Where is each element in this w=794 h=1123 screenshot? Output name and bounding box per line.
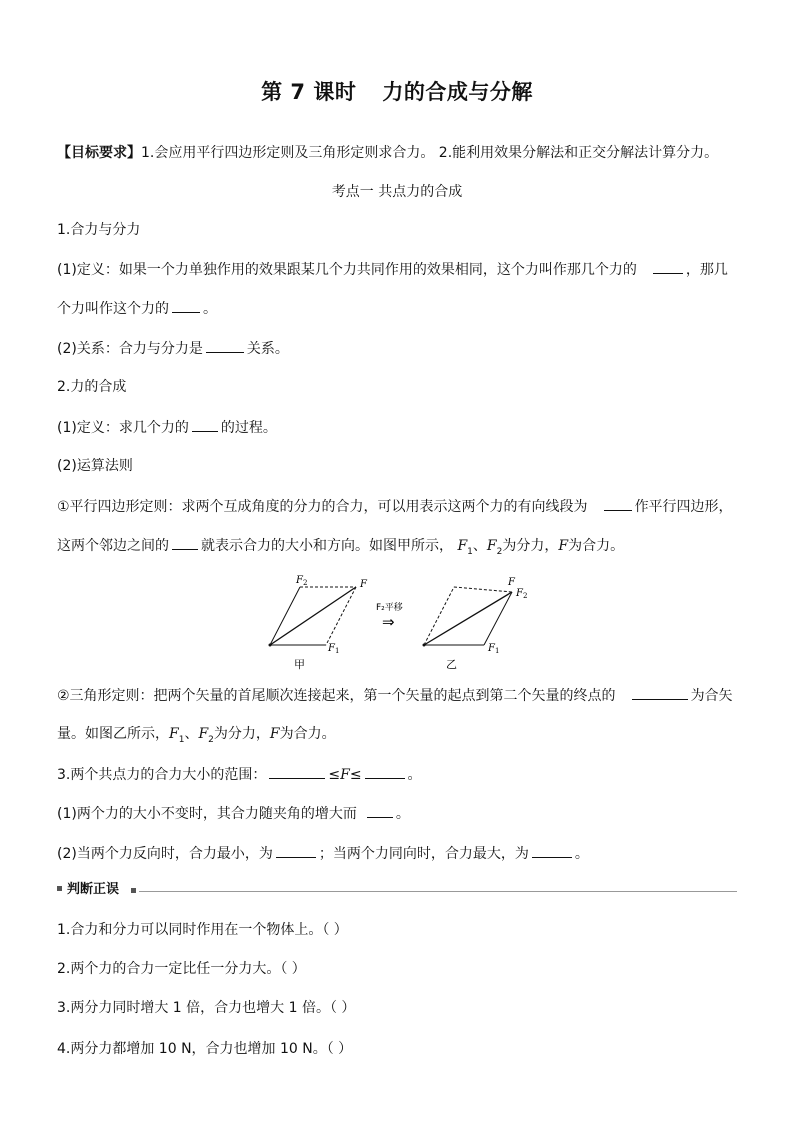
triangle-rule-line2: 量。如图乙所示，$F_1$、$F_2$为分力，F为合力。 — [57, 726, 336, 745]
judge-section-divider — [57, 880, 737, 900]
parallelogram-rule-line1: ①平行四边形定则：求两个互成角度的分力的合力，可以用表示这两个力的有向线段为 作平行四边形， — [57, 496, 733, 517]
label-F1: $F_1$ — [488, 643, 500, 655]
definition-line1: (1)定义：如果一个力单独作用的效果跟某几个力共同作用的效果相同，这个力叫作那几个力的 ，那几 — [57, 259, 728, 280]
label-shift: F₂平移 — [376, 603, 403, 613]
rule-heading: (2)运算法则 — [57, 458, 133, 474]
label-F: F — [508, 577, 515, 588]
parallelogram-figure-jia — [269, 575, 369, 671]
label-F2: $F_2$ — [516, 588, 528, 600]
square-bullet-icon — [131, 888, 136, 893]
range-item-2: (2)当两个力反向时，合力最小，为 ；当两个力同向时，合力最大，为 。 — [57, 843, 589, 864]
section-title: 考点一 共点力的合成 — [331, 184, 463, 200]
judge-question-1: 1.合力和分力可以同时作用在一个物体上。（ ） — [57, 922, 348, 938]
blank — [269, 764, 325, 779]
label-F1: $F_1$ — [328, 643, 340, 655]
judge-question-4: 4.两分力都增加 10 N，合力也增加 10 N。（ ） — [57, 1041, 353, 1057]
blank — [172, 535, 198, 550]
heading-composition: 2.力的合成 — [57, 379, 127, 395]
caption-yi: 乙 — [446, 658, 457, 671]
blank — [172, 298, 200, 313]
judge-question-3: 3.两分力同时增大 1 倍，合力也增大 1 倍。（ ） — [57, 1000, 356, 1016]
blank — [532, 843, 572, 858]
caption-jia: 甲 — [294, 658, 305, 671]
blank — [365, 764, 405, 779]
force-composition-figure — [262, 572, 542, 672]
resultant-range: 3.两个共点力的合力大小的范围： ≤F≤ 。 — [57, 764, 422, 785]
square-bullet-icon — [57, 886, 62, 891]
parallelogram-rule-line2: 这两个邻边之间的 就表示合力的大小和方向。如图甲所示， $F_1$、$F_2$为分力，F为合力。 — [57, 535, 624, 562]
triangle-figure-yi — [423, 577, 528, 671]
blank — [276, 843, 316, 858]
label-F2: $F_2$ — [296, 575, 308, 587]
judge-question-2: 2.两个力的合力一定比任一分力大。（ ） — [57, 961, 306, 977]
triangle-rule-line1: ②三角形定则：把两个矢量的首尾顺次连接起来，第一个矢量的起点到第二个矢量的终点的 为合矢 — [57, 685, 733, 706]
blank — [604, 496, 632, 511]
page-title: 第 7 课时 力的合成与分解 — [261, 80, 533, 104]
relation-line: (2)关系：合力与分力是 关系。 — [57, 338, 289, 359]
label-F: F — [360, 579, 367, 590]
judge-section-label: 判断正误 — [67, 882, 120, 897]
blank — [206, 338, 244, 353]
blank — [632, 685, 688, 700]
range-item-1: (1)两个力的大小不变时，其合力随夹角的增大而 。 — [57, 803, 410, 824]
composition-definition: (1)定义：求几个力的 的过程。 — [57, 417, 277, 438]
heading-resultant: 1.合力与分力 — [57, 222, 141, 238]
blank — [653, 259, 683, 274]
shift-arrow-icon: ⇒ — [382, 613, 395, 631]
blank — [367, 803, 393, 818]
blank — [192, 417, 218, 432]
definition-line2: 个力叫作这个力的 。 — [57, 298, 217, 319]
objectives: 【目标要求】1.会应用平行四边形定则及三角形定则求合力。 2.能利用效果分解法和正交分解法计算分力。 — [57, 145, 719, 161]
